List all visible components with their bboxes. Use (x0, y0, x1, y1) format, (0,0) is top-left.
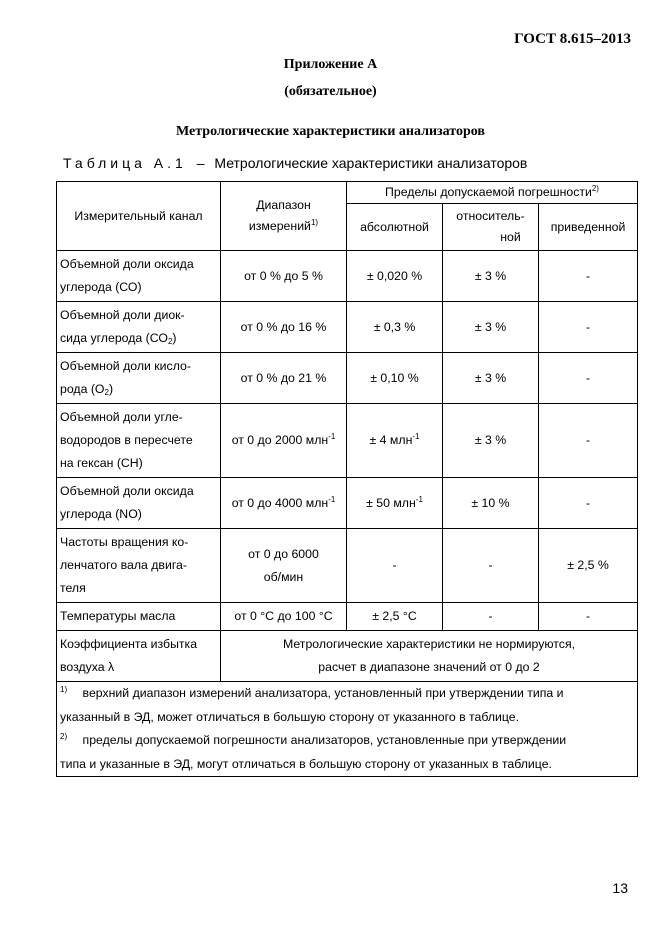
header-limits: Пределы допускаемой погрешности$^{2)}$ (347, 182, 638, 204)
absolute-cell: ± 0,020 % (347, 251, 443, 302)
metrology-table-container (56, 181, 637, 777)
document-id: ГОСТ 8.615–2013 (514, 31, 631, 47)
table-caption-dash: – (196, 155, 205, 171)
range-cell: от 0 °С до 100 °С (221, 603, 347, 631)
range-cell: от 0 до 4000 млн$^{-1}$ (221, 478, 347, 529)
range-cell: от 0 до 2000 млн$^{-1}$ (221, 404, 347, 478)
header-reduced: приведенной (539, 204, 638, 251)
relative-cell: ± 3 % (443, 251, 539, 302)
table-row (57, 478, 638, 529)
reduced-cell: - (539, 251, 638, 302)
not-normalized-cell: Метрологические характеристики не нормируются, расчет в диапазоне значений от 0 до 2 (221, 631, 638, 682)
absolute-cell: ± 0,3 % (347, 302, 443, 353)
reduced-cell: - (539, 302, 638, 353)
table-row (57, 603, 638, 631)
reduced-cell: ± 2,5 % (539, 529, 638, 603)
table-caption (63, 155, 527, 171)
table-row (57, 529, 638, 603)
range-cell: от 0 % до 21 % (221, 353, 347, 404)
channel-cell: Объемной доли оксида углерода (NO) (57, 478, 221, 529)
range-cell: от 0 % до 5 % (221, 251, 347, 302)
relative-cell: ± 3 % (443, 302, 539, 353)
table-header-row (57, 182, 638, 204)
channel-cell: Объемной доли диок- сида углерода $(СО_2)$ (57, 302, 221, 353)
channel-cell: Объемной доли оксида углерода (СО) (57, 251, 221, 302)
relative-cell: ± 10 % (443, 478, 539, 529)
relative-cell: - (443, 529, 539, 603)
table-notes-row (57, 682, 638, 777)
table-caption-label: Таблица А.1 (63, 155, 187, 171)
table-row (57, 404, 638, 478)
footnote-1: $^{1)}$ верхний диапазон измерений анализатора, установленный при утверждении типа и (60, 685, 564, 700)
range-cell: от 0 % до 16 % (221, 302, 347, 353)
reduced-cell: - (539, 603, 638, 631)
relative-cell: ± 3 % (443, 353, 539, 404)
header-range: Диапазон измерений$^{1)}$ (221, 182, 347, 251)
table-row (57, 251, 638, 302)
reduced-cell: - (539, 478, 638, 529)
footnote-1-continuation: указанный в ЭД, может отличаться в большую сторону от указанного в таблице. (60, 709, 520, 724)
reduced-cell: - (539, 404, 638, 478)
header-channel: Измерительный канал (57, 182, 221, 251)
section-title: Метрологические характеристики анализаторов (176, 124, 485, 139)
channel-cell: Объемной доли кисло- рода $(О_2)$ (57, 353, 221, 404)
absolute-cell: ± 50 млн$^{-1}$ (347, 478, 443, 529)
header-relative: относитель- ной (443, 204, 539, 251)
appendix-status: (обязательное) (284, 84, 377, 99)
reduced-cell: - (539, 353, 638, 404)
table-row (57, 353, 638, 404)
channel-cell: Объемной доли угле- водородов в пересчете на гексан (СН) (57, 404, 221, 478)
page-number: 13 (612, 880, 628, 896)
footnote-2: $^{2)}$ пределы допускаемой погрешности анализаторов, установленные при утверждении (60, 732, 567, 747)
channel-cell: Температуры масла (57, 603, 221, 631)
absolute-cell: - (347, 529, 443, 603)
footnote-2-continuation: типа и указанные в ЭД, могут отличаться в большую сторону от указанных в таблице. (60, 756, 552, 771)
range-cell: от 0 до 6000 об/мин (221, 529, 347, 603)
channel-cell: Коэффициента избытка воздуха λ (57, 631, 221, 682)
table-row (57, 631, 638, 682)
table-caption-text: Метрологические характеристики анализаторов (214, 155, 528, 171)
header-absolute: абсолютной (347, 204, 443, 251)
absolute-cell: ± 0,10 % (347, 353, 443, 404)
channel-cell: Частоты вращения ко- ленчатого вала двига- теля (57, 529, 221, 603)
table-row (57, 302, 638, 353)
table-notes (57, 682, 638, 777)
absolute-cell: ± 4 млн$^{-1}$ (347, 404, 443, 478)
appendix-title: Приложение А (283, 57, 378, 72)
metrology-table (56, 181, 638, 777)
absolute-cell: ± 2,5 °С (347, 603, 443, 631)
relative-cell: ± 3 % (443, 404, 539, 478)
relative-cell: - (443, 603, 539, 631)
